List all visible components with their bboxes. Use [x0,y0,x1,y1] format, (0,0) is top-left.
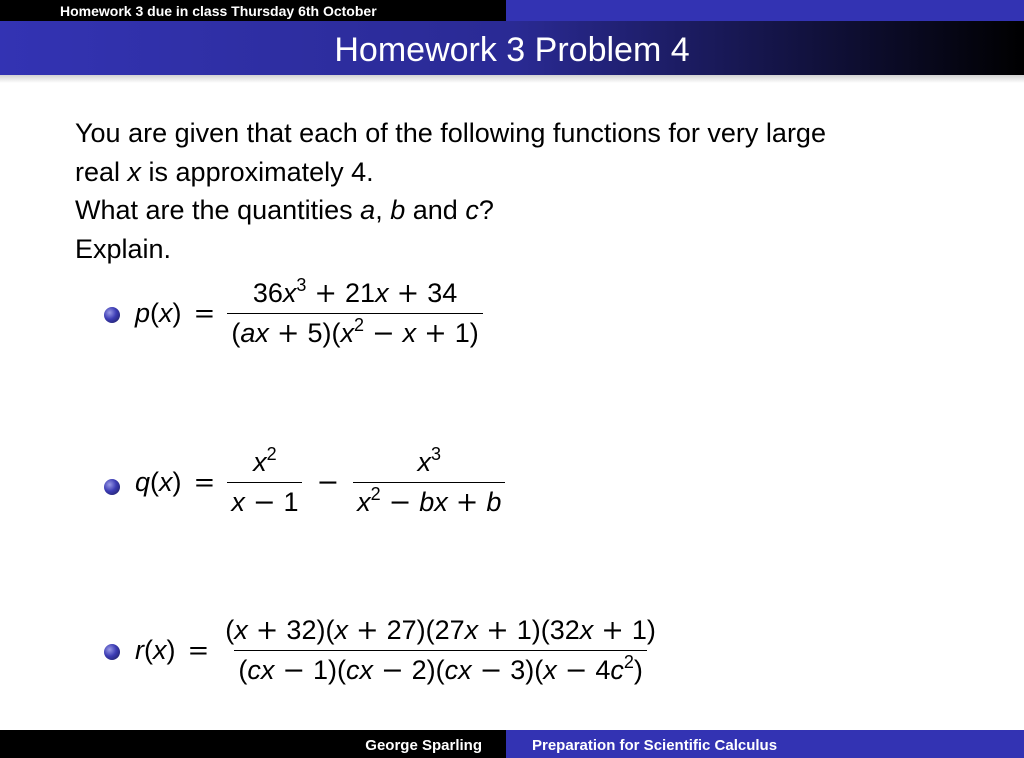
footer-course: Preparation for Scientific Calculus [532,737,778,754]
intro-line-1: You are given that each of the following functions for very large [75,118,826,148]
text-fragment: ? [478,195,494,225]
title-bar-shadow [0,75,1024,83]
numerator: $x^2$ [253,444,277,477]
equation-p [135,275,483,349]
section-title: Homework 3 due in class Thursday 6th October [60,3,377,19]
variable-x: x [127,156,142,187]
footer-left-bar [0,730,506,758]
equation-q [135,444,505,518]
text-fragment: is approximately 4. [141,156,374,187]
denominator: $(ax + 5)(x^2 - x + 1)$ [227,313,482,349]
fraction [227,275,482,349]
ball-bullet-icon [104,307,120,323]
text-fragment: real [75,156,128,187]
header-top-right [506,0,1024,21]
intro-line-2 [75,153,975,192]
text-fragment: What are the quantities [75,195,361,225]
equals-sign: = [193,467,216,498]
equation-lhs: p(x) [135,298,182,328]
intro-line-4: Explain. [75,233,172,264]
equals-sign: = [187,635,210,666]
text-fragment: , [375,195,391,225]
numerator: $36x^3 + 21x + 34$ [252,275,458,309]
denominator: x − 1 [227,482,302,518]
ball-bullet-icon [104,644,120,660]
fraction [221,615,660,686]
text-fragment: and [405,195,466,225]
variable-a: a [360,195,376,225]
ball-bullet-icon [104,479,120,495]
minus-operator: − [316,467,340,498]
equals-sign: = [193,298,216,329]
fraction-term-2 [353,444,505,518]
header-top-left [0,0,506,21]
variable-c: c [465,195,479,225]
problem-statement [75,114,975,268]
numerator: (x + 32)(x + 27)(27x + 1)(32x + 1) [225,615,656,646]
numerator: $x^3$ [417,444,442,477]
denominator: $(cx - 1)(cx - 2)(cx - 3)(x - 4c^2)$ [234,650,647,686]
equation-r [135,615,660,686]
equation-lhs: r(x) [135,635,176,665]
footer-right-bar [506,730,1024,758]
slide-title: Homework 3 Problem 4 [334,31,690,69]
header-top-bar [0,0,1024,21]
intro-line-3 [75,191,975,230]
title-bar [0,21,1024,75]
variable-b: b [390,195,406,225]
equation-lhs: q(x) [135,467,182,497]
footer-author: George Sparling [365,737,482,754]
fraction-term-1 [227,444,302,518]
denominator: $x^2$ − bx + b [353,482,505,518]
